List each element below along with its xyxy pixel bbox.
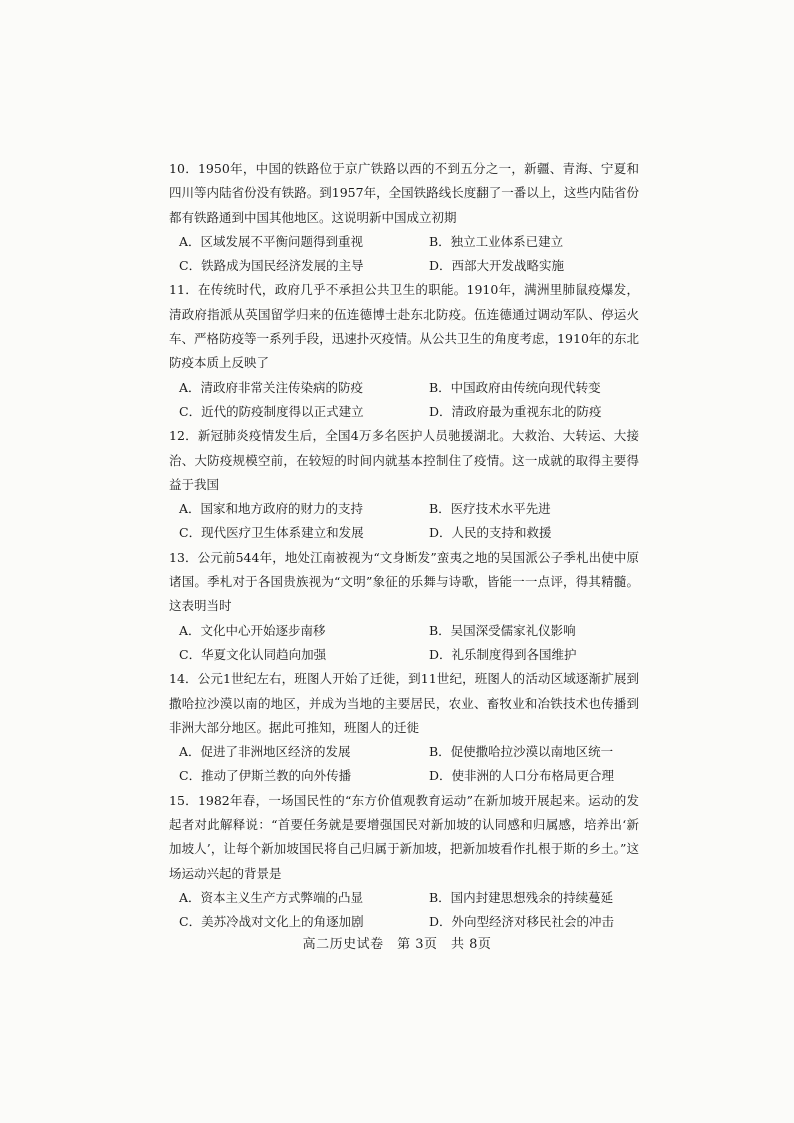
option-c: C．华夏文化认同趋向加强 xyxy=(179,646,327,662)
question-stem: 12．新冠肺炎疫情发生后，全国4万多名医护人员驰援湖北。大救治、大转运、大接治、大防疫规模空前，在较短的时间内就基本控制住了疫情。这一成就的取得主要得益于我国 xyxy=(169,428,639,492)
option-a: A．清政府非常关注传染病的防疫 xyxy=(179,379,364,395)
question-12 xyxy=(169,424,639,545)
option-b: B．独立工业体系已建立 xyxy=(429,233,564,249)
page-footer: 高二历史试卷 第 3页 共 8页 xyxy=(302,937,492,952)
option-d: D．外向型经济对移民社会的冲击 xyxy=(429,914,615,930)
option-b: B．中国政府由传统向现代转变 xyxy=(429,379,601,395)
option-d: D．使非洲的人口分布格局更合理 xyxy=(429,768,615,784)
answer-options xyxy=(169,886,639,935)
question-stem: 10．1950年，中国的铁路位于京广铁路以西的不到五分之一，新疆、青海、宁夏和四川等内陆省份没有铁路。到1957年，全国铁路线长度翻了一番以上，这些内陆省份都有铁路通到中国其他地区。这说明新中国成立初期 xyxy=(169,161,639,225)
question-13 xyxy=(169,546,639,667)
option-b: B．医疗技术水平先进 xyxy=(429,501,551,517)
option-d: D．人民的支持和救援 xyxy=(429,525,552,541)
option-a: A．促进了非洲地区经济的发展 xyxy=(179,744,351,760)
answer-options xyxy=(169,230,639,279)
option-d: D．礼乐制度得到各国维护 xyxy=(429,646,577,662)
option-a: A．区域发展不平衡问题得到重视 xyxy=(179,233,364,249)
question-list xyxy=(169,157,639,935)
question-15 xyxy=(169,789,639,935)
question-11 xyxy=(169,278,639,424)
option-c: C．美苏冷战对文化上的角逐加剧 xyxy=(179,914,364,930)
answer-options xyxy=(169,497,639,546)
question-stem: 13．公元前544年，地处江南被视为“文身断发”蛮夷之地的吴国派公子季札出使中原诸国。季札对于各国贵族视为“文明”象征的乐舞与诗歌，皆能一一点评，得其精髓。这表明当时 xyxy=(169,549,639,614)
question-stem: 15．1982年春，一场国民性的“东方价值观教育运动”在新加坡开展起来。运动的发起者对此解释说：“首要任务就是要增强国民对新加坡的认同感和归属感，培养出‘新加坡人’，让每个新加坡国民将自己归属于新加坡，把新加坡看作扎根于斯的乡土。”这场运动兴起的背景是 xyxy=(169,792,639,881)
question-10 xyxy=(169,157,639,278)
question-stem: 14．公元1世纪左右，班图人开始了迁徙，到11世纪，班图人的活动区域逐渐扩展到撒哈拉沙漠以南的地区，并成为当地的主要居民，农业、畜牧业和冶铁技术也传播到非洲大部分地区。据此可推知，班图人的迁徙 xyxy=(169,671,639,735)
answer-options xyxy=(169,619,639,668)
option-b: B．促使撒哈拉沙漠以南地区统一 xyxy=(429,744,614,760)
option-c: C．近代的防疫制度得以正式建立 xyxy=(179,403,364,419)
option-d: D．清政府最为重视东北的防疫 xyxy=(429,403,602,419)
answer-options xyxy=(169,740,639,789)
option-b: B．国内封建思想残余的持续蔓延 xyxy=(429,889,614,905)
option-c: C．现代医疗卫生体系建立和发展 xyxy=(179,525,364,541)
question-stem: 11．在传统时代，政府几乎不承担公共卫生的职能。1910年，满洲里肺鼠疫爆发，清政府指派从英国留学归来的伍连德博士赴东北防疫。伍连德通过调动军队、停运火车、严格防疫等一系列手段，迅速扑灭疫情。从公共卫生的角度考虑，1910年的东北防疫本质上反映了 xyxy=(169,282,639,371)
option-c: C．推动了伊斯兰教的向外传播 xyxy=(179,768,352,784)
option-a: A．资本主义生产方式弊端的凸显 xyxy=(179,889,364,905)
option-a: A．国家和地方政府的财力的支持 xyxy=(179,501,364,517)
option-c: C．铁路成为国民经济发展的主导 xyxy=(179,258,364,274)
question-14 xyxy=(169,667,639,788)
option-a: A．文化中心开始逐步南移 xyxy=(179,622,326,638)
option-b: B．吴国深受儒家礼仪影响 xyxy=(429,622,576,638)
option-d: D．西部大开发战略实施 xyxy=(429,258,565,274)
answer-options xyxy=(169,376,639,425)
